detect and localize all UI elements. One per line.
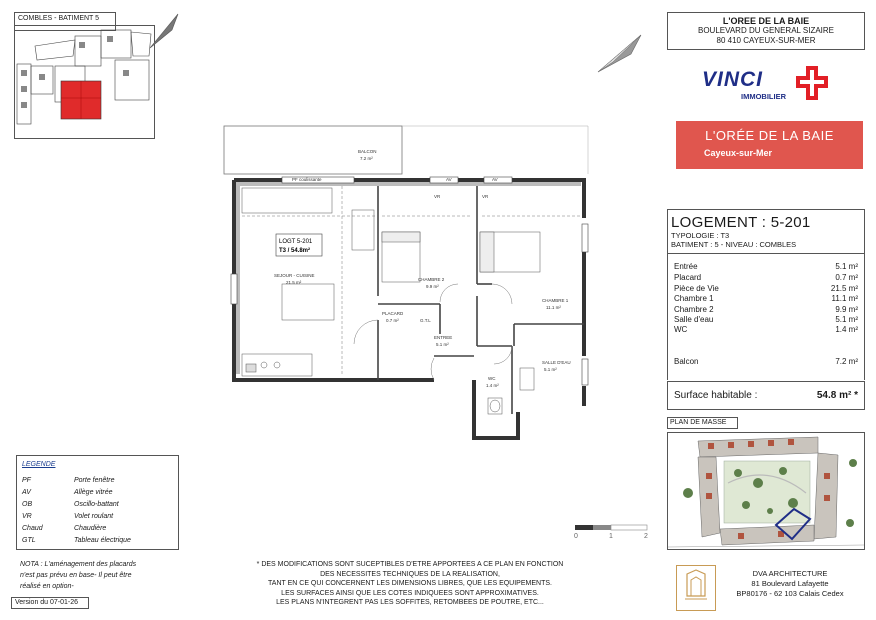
nota-note bbox=[20, 559, 170, 592]
project-title: L'OREE DE LA BAIE bbox=[722, 16, 810, 26]
entree-label: ENTREE bbox=[434, 335, 453, 340]
vr-label-2: VR bbox=[482, 194, 489, 199]
banner-title: L'ORÉE DE LA BAIE bbox=[705, 128, 834, 143]
room-row bbox=[674, 294, 858, 303]
disclaimer-line: * DES MODIFICATIONS SONT SUCEPTIBLES D'ETRE APPORTEES A CE PLAN EN FONCTION bbox=[256, 561, 564, 568]
room-area-list bbox=[667, 254, 865, 380]
balcon-area: 7.2 m² bbox=[360, 156, 373, 161]
disclaimer bbox=[220, 560, 600, 608]
room-area: 5.1 m² bbox=[835, 262, 858, 271]
project-address-line2: 80 410 CAYEUX-SUR-MER bbox=[716, 36, 816, 45]
room-row bbox=[674, 325, 858, 334]
disclaimer-line: TANT EN CE QUI CONCERNENT LES DIMENSIONS LIBRES, QUE LES EQUIPEMENTS. bbox=[268, 580, 552, 587]
room-name: Chambre 1 bbox=[674, 294, 714, 303]
room-area: 0.7 m² bbox=[835, 273, 858, 282]
logement-header bbox=[667, 209, 865, 254]
room-area: 7.2 m² bbox=[835, 357, 858, 366]
logt-label: LOGT 5-201 bbox=[279, 239, 313, 245]
vr-label-1: VR bbox=[434, 194, 441, 199]
room-name: Placard bbox=[674, 273, 702, 282]
note-line: n'est pas prévu en base- Il peut être bbox=[20, 572, 132, 579]
room-area: 1.4 m² bbox=[835, 325, 858, 334]
scale-tick-0: 0 bbox=[574, 533, 578, 540]
surface-habitable bbox=[667, 381, 865, 410]
chambre2-area: 9.9 m² bbox=[426, 284, 439, 289]
legend-item: PF Porte fenêtre bbox=[22, 477, 115, 484]
room-area: 21.5 m² bbox=[830, 284, 858, 293]
surface-label: Surface habitable : bbox=[674, 390, 758, 401]
chambre1-label: CHAMBRE 1 bbox=[542, 298, 569, 303]
wc-area: 1.4 m² bbox=[486, 383, 499, 388]
room-row bbox=[674, 284, 858, 293]
architect-address1: 81 Boulevard Lafayette bbox=[751, 579, 829, 588]
scale-tick-1: 1 bbox=[609, 533, 613, 540]
room-row bbox=[674, 273, 858, 282]
room-area: 11.1 m² bbox=[831, 294, 858, 303]
sde-label: SALLE D'EAU bbox=[542, 360, 571, 365]
sejour-area: 21.5 m² bbox=[286, 280, 302, 285]
av-label-2: AV bbox=[492, 177, 498, 182]
balcon-label: BALCON bbox=[358, 149, 377, 154]
note-line: NOTA : L'aménagement des placards bbox=[20, 561, 137, 568]
legend-item: VR Volet roulant bbox=[22, 513, 114, 520]
building-key-plan bbox=[14, 25, 155, 139]
note-line: réalisé en option- bbox=[20, 583, 74, 590]
room-area: 5.1 m² bbox=[835, 315, 858, 324]
chambre2-label: CHAMBRE 2 bbox=[418, 277, 445, 282]
legend bbox=[16, 455, 179, 550]
logement-typologie: TYPOLOGIE : T3 bbox=[671, 231, 730, 240]
disclaimer-line: LES SURFACES AINSI QUE LES COTES INDIQUEES SONT APPROXIMATIVES. bbox=[281, 589, 539, 597]
site-plan bbox=[667, 432, 865, 550]
legend-title: LEGENDE bbox=[22, 461, 56, 468]
surface-value: 54.8 m² * bbox=[816, 390, 858, 401]
vinci-immobilier-logo bbox=[700, 64, 840, 104]
dva-architecture-logo bbox=[676, 565, 716, 611]
room-row bbox=[674, 315, 858, 324]
room-name: Entrée bbox=[674, 262, 698, 271]
immobilier-wordmark: IMMOBILIER bbox=[741, 92, 786, 101]
entree-area: 5.1 m² bbox=[436, 342, 449, 347]
scale-bar bbox=[575, 524, 649, 544]
room-area: 9.9 m² bbox=[835, 305, 858, 314]
balcon-row bbox=[674, 357, 858, 366]
version-label: Version du 07-01-26 bbox=[11, 597, 89, 609]
floor-plan bbox=[222, 124, 602, 444]
room-row bbox=[674, 262, 858, 271]
project-header bbox=[667, 12, 865, 50]
vinci-cross-icon bbox=[794, 64, 830, 102]
room-name: WC bbox=[674, 325, 688, 334]
room-name: Balcon bbox=[674, 357, 699, 366]
architect-address2: BP80176 - 62 103 Calais Cedex bbox=[736, 589, 844, 598]
scale-tick-2: 2 bbox=[644, 533, 648, 540]
legend-item: Chaud Chaudière bbox=[22, 525, 107, 532]
architect-block bbox=[730, 569, 850, 599]
logement-batiment: BATIMENT : 5 - NIVEAU : COMBLES bbox=[671, 240, 797, 249]
banner-subtitle: Cayeux-sur-Mer bbox=[704, 148, 773, 158]
legend-item: GTL Tableau électrique bbox=[22, 537, 131, 544]
room-name: Pièce de Vie bbox=[674, 284, 719, 293]
sejour-label: SEJOUR - CUISINE bbox=[274, 273, 315, 278]
legend-item: AV Allège vitrée bbox=[22, 489, 113, 496]
logt-type: T3 / 54.8m² bbox=[279, 248, 311, 254]
chambre1-area: 11.1 m² bbox=[546, 305, 561, 310]
legend-item: OB Oscillo-battant bbox=[22, 501, 119, 508]
room-name: Chambre 2 bbox=[674, 305, 714, 314]
placard-label: PLACARD bbox=[382, 311, 404, 316]
logement-title: LOGEMENT : 5-201 bbox=[671, 214, 811, 231]
gtl-label: G.T.L bbox=[420, 318, 431, 323]
room-name: Salle d'eau bbox=[674, 315, 714, 324]
disclaimer-line: LES PLANS N'INTEGRENT PAS LES SOFFITES, RETOMBEES DE POUTRE, ETC... bbox=[276, 599, 544, 606]
av-label-1: AV bbox=[446, 177, 452, 182]
vinci-wordmark: VINCI bbox=[702, 68, 764, 91]
wc-label: WC bbox=[488, 376, 496, 381]
placard-area: 0.7 m² bbox=[386, 318, 399, 323]
project-banner bbox=[676, 121, 863, 169]
north-arrow-icon bbox=[148, 10, 182, 50]
disclaimer-line: DES NECESSITES TECHNIQUES DE LA REALISATION, bbox=[320, 570, 500, 578]
sde-area: 5.1 m² bbox=[544, 367, 557, 372]
architect-name: DVA ARCHITECTURE bbox=[752, 569, 828, 578]
north-arrow-icon-large bbox=[595, 32, 645, 74]
project-address-line1: BOULEVARD DU GENERAL SIZAIRE bbox=[697, 26, 835, 35]
room-row bbox=[674, 305, 858, 314]
pf-label: PF coulissante bbox=[292, 177, 322, 182]
section-label: COMBLES - BATIMENT 5 bbox=[14, 12, 116, 31]
plan-de-masse-label: PLAN DE MASSE bbox=[667, 417, 738, 429]
